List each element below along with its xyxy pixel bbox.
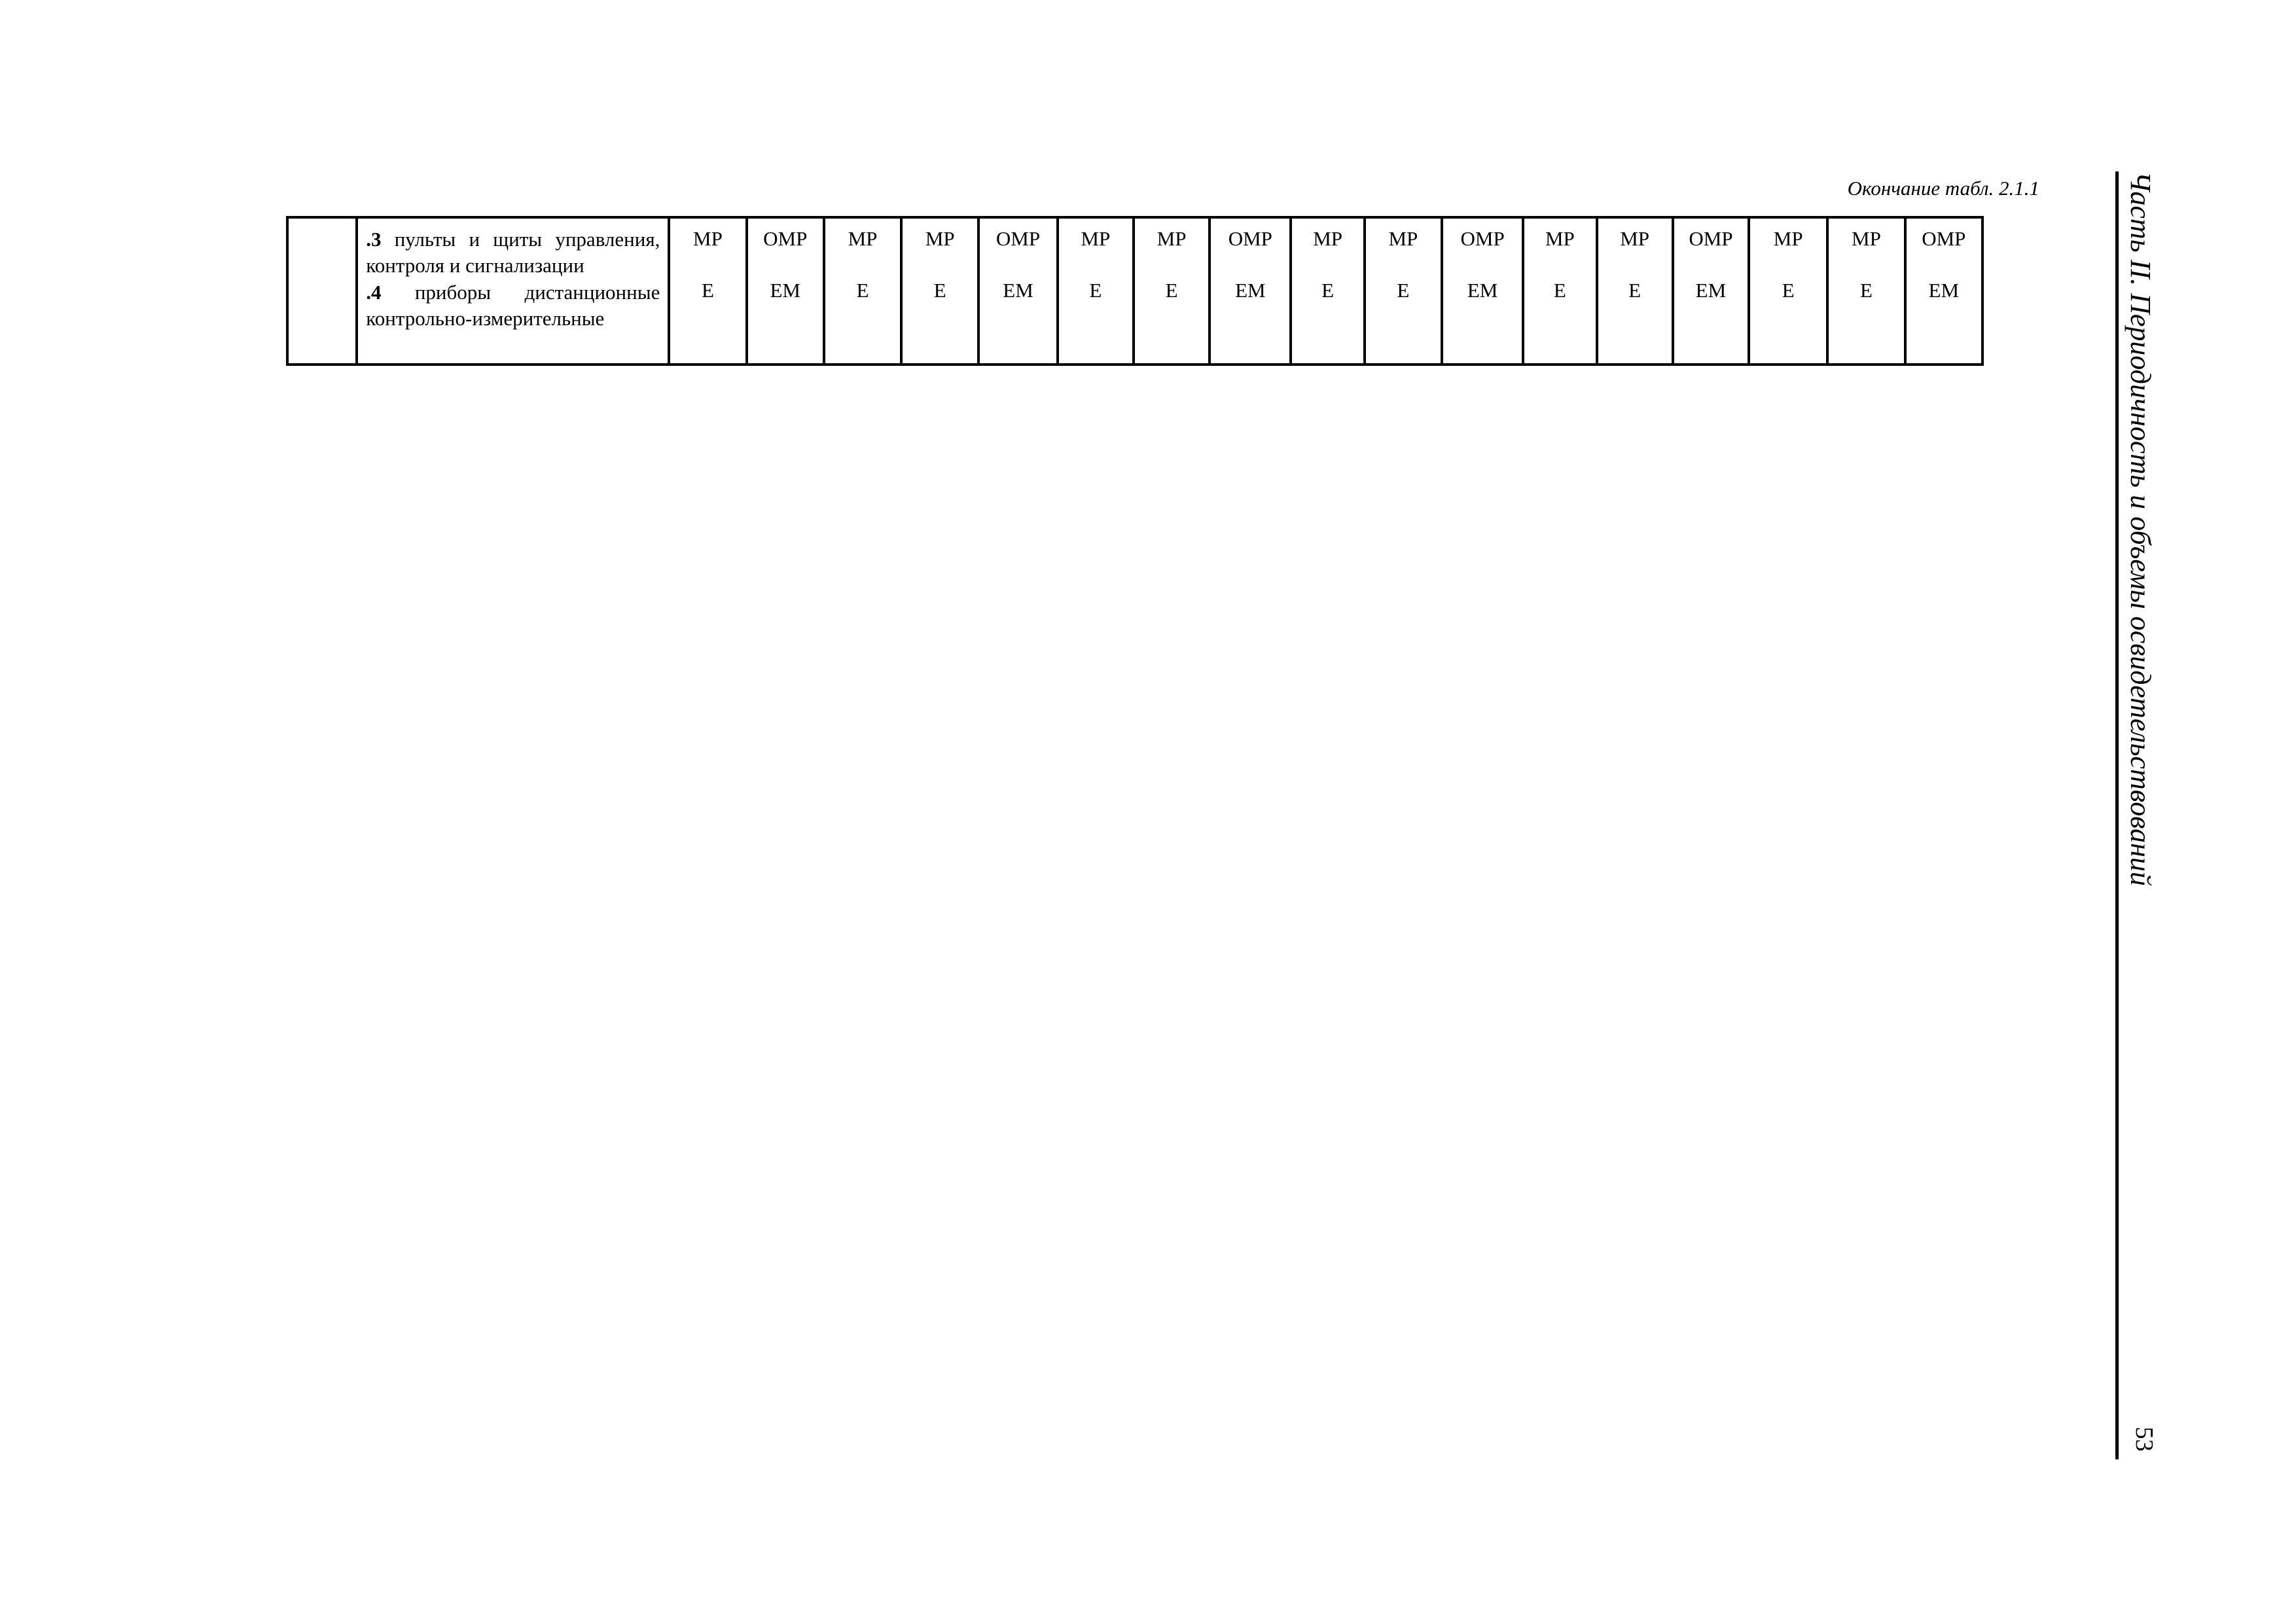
value-bottom: E — [1628, 279, 1641, 302]
item-text: приборы дистанционные — [414, 280, 660, 304]
value-top: MP — [1545, 227, 1575, 250]
item-text: пульты и щиты управления, — [394, 228, 660, 251]
value-cell — [901, 217, 978, 365]
value-top: MP — [1388, 227, 1418, 250]
value-bottom: E — [1859, 279, 1873, 302]
value-bottom: E — [1397, 279, 1410, 302]
value-bottom: EM — [1235, 279, 1266, 302]
value-bottom: E — [1321, 279, 1335, 302]
value-top: MP — [848, 227, 878, 250]
value-top: MP — [1773, 227, 1803, 250]
value-top: MP — [1852, 227, 1881, 250]
value-bottom: E — [1553, 279, 1566, 302]
value-bottom: E — [1782, 279, 1795, 302]
value-cell — [1134, 217, 1210, 365]
value-bottom: E — [1089, 279, 1102, 302]
table-row — [287, 217, 1982, 365]
value-top: MP — [693, 227, 723, 250]
value-cell — [824, 217, 901, 365]
item-line — [366, 226, 660, 253]
value-cell — [1905, 217, 1982, 365]
value-top: OMP — [1228, 227, 1272, 250]
page-number: 53 — [2130, 1427, 2158, 1452]
value-bottom: EM — [1467, 279, 1498, 302]
item-line-continued: контрольно-измерительные — [366, 306, 605, 330]
value-cell — [1291, 217, 1364, 365]
table-caption: Окончание табл. 2.1.1 — [1847, 177, 2039, 200]
row-description-cell — [357, 217, 669, 365]
value-bottom: E — [933, 279, 946, 302]
value-bottom: E — [1165, 279, 1178, 302]
value-cell — [1597, 217, 1673, 365]
value-bottom: E — [856, 279, 869, 302]
survey-table — [286, 216, 1984, 366]
item-number: .3 — [366, 228, 382, 251]
value-top: MP — [1157, 227, 1187, 250]
row-number-cell — [287, 217, 357, 365]
value-cell — [1365, 217, 1442, 365]
value-top: OMP — [1689, 227, 1733, 250]
value-bottom: E — [701, 279, 714, 302]
item-line-continued: контроля и сигнализации — [366, 254, 584, 277]
survey-table-grid — [286, 216, 1984, 366]
value-cell — [1827, 217, 1905, 365]
value-cell — [747, 217, 824, 365]
value-cell — [978, 217, 1057, 365]
value-cell — [669, 217, 746, 365]
value-cell — [1442, 217, 1523, 365]
value-cell — [1210, 217, 1291, 365]
value-bottom: EM — [1003, 279, 1033, 302]
side-section-title: Часть II. Периодичность и объемы освидетельствований — [2125, 171, 2157, 886]
value-top: MP — [1313, 227, 1342, 250]
value-cell — [1749, 217, 1827, 365]
value-top: OMP — [763, 227, 808, 250]
value-top: MP — [925, 227, 955, 250]
value-top: MP — [1620, 227, 1650, 250]
value-bottom: EM — [770, 279, 800, 302]
value-bottom: EM — [1928, 279, 1960, 302]
value-cell — [1673, 217, 1749, 365]
value-top: OMP — [1922, 227, 1966, 250]
value-top: MP — [1081, 227, 1111, 250]
value-top: OMP — [1460, 227, 1505, 250]
value-cell — [1058, 217, 1134, 365]
item-line — [366, 279, 660, 306]
value-top: OMP — [996, 227, 1041, 250]
value-cell — [1523, 217, 1596, 365]
item-number: .4 — [366, 280, 382, 304]
value-bottom: EM — [1695, 279, 1727, 302]
